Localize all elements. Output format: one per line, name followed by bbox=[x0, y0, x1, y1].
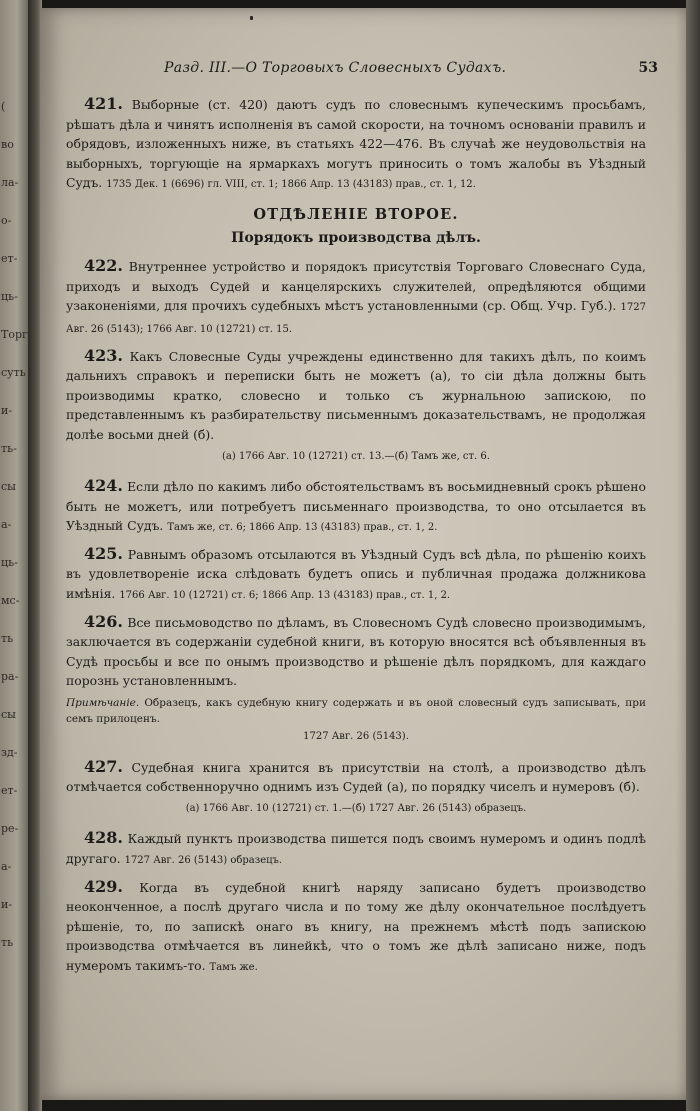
left-page-fragment: ть bbox=[1, 936, 14, 949]
left-page-fragment: сы bbox=[1, 480, 16, 493]
left-page-fragment: и- bbox=[1, 404, 13, 417]
article-text: Судебная книга хранится въ присутствіи на столѣ, а производство дѣлъ отмѣчается собственноручно однимъ изъ Судей (а), по порядку чиселъ и нумеровъ (б). bbox=[66, 759, 646, 795]
page-stack-edge bbox=[686, 0, 700, 1111]
left-page-fragment: ць- bbox=[1, 290, 18, 303]
left-page-fragment: а- bbox=[1, 518, 12, 531]
article-422 bbox=[66, 256, 646, 339]
article-text: Равнымъ образомъ отсылаются въ Уѣздный Судъ всѣ дѣла, по рѣшенію коихъ въ удовлетвореніе иска слѣдовать будетъ опись и публичная продажа должникова имѣнія. bbox=[66, 546, 646, 602]
page-body bbox=[66, 94, 646, 984]
book-page bbox=[40, 8, 686, 1100]
left-page-fragment: ет- bbox=[1, 252, 18, 265]
left-page-fragment: суть bbox=[1, 366, 26, 379]
article-text: Когда въ судебной книгѣ наряду записано будетъ производство неоконченное, а послѣ другаго числа и по тому же дѣлу окончательное послѣдуетъ рѣшеніе, то, по запискѣ онаго въ книгу, на прежнемъ мѣстѣ подъ запискою производства отмѣчается въ линейкѣ, что о томъ же дѣлѣ записано ниже, подъ нумеромъ такимъ-то. bbox=[66, 879, 646, 973]
article-number: 429. bbox=[84, 876, 123, 896]
article-source: 1727 Авг. 26 (5143) образецъ. bbox=[124, 855, 283, 866]
left-page-fragment: во bbox=[1, 138, 14, 151]
article-source: Тамъ же. bbox=[209, 961, 258, 973]
left-page-fragment: ре- bbox=[1, 822, 19, 835]
left-page-fragment: ть- bbox=[1, 442, 17, 455]
article-source: 1766 Авг. 10 (12721) ст. 6; 1866 Апр. 13 (43183) прав., ст. 1, 2. bbox=[119, 590, 451, 602]
article-425 bbox=[66, 544, 646, 606]
article-number: 425. bbox=[84, 543, 123, 563]
article-number: 421. bbox=[84, 94, 123, 113]
article-421 bbox=[66, 94, 646, 195]
left-page-fragment: ла- bbox=[1, 176, 19, 189]
article-number: 424. bbox=[84, 476, 123, 496]
article-429 bbox=[66, 877, 646, 978]
left-page-fragment: мс- bbox=[1, 594, 20, 607]
reference-423: (а) 1766 Авг. 10 (12721) ст. 13.—(б) Тамъ же, ст. 6. bbox=[222, 450, 490, 462]
article-text: Все письмоводство по дѣламъ, въ Словесномъ Судѣ словесно производимымъ, заключается въ содержаніи судебной книги, въ которую вносятся всѣ объявленныя въ Судѣ просьбы и все по онымъ производство и рѣшеніе дѣлъ порядкомъ, для каждаго порознь установленнымъ. bbox=[66, 614, 646, 689]
article-text: Выборные (ст. 420) даютъ судъ по словеснымъ купеческимъ просьбамъ, рѣшатъ дѣла и чинятъ исполненія въ самой скорости, на точномъ основаніи правилъ и обрядовъ, изложенныхъ ниже, въ статьяхъ 422—476. Въ случаѣ же неудовольствія на выборныхъ, торгующіе на ярмаркахъ могутъ приносить о томъ жалобы въ Уѣздный Судъ. bbox=[66, 97, 646, 191]
left-page-fragment: сы bbox=[1, 708, 16, 721]
left-page-fragment: ет- bbox=[1, 784, 18, 797]
left-page-fragment: ть bbox=[1, 632, 14, 645]
reference-427: (а) 1766 Авг. 10 (12721) ст. 1.—(б) 1727 Авг. 26 (5143) образецъ. bbox=[185, 802, 527, 814]
left-page-fragment: ра- bbox=[1, 670, 19, 683]
section-title: ОТДѢЛЕНІЕ ВТОРОЕ. bbox=[253, 205, 459, 223]
left-page-fragment: зд- bbox=[1, 746, 18, 759]
article-427 bbox=[66, 757, 646, 797]
article-number: 423. bbox=[84, 345, 123, 365]
article-428 bbox=[66, 828, 646, 870]
left-page-fragment: и- bbox=[1, 898, 13, 911]
article-text: Если дѣло по какимъ либо обстоятельствамъ въ восьмидневный срокъ рѣшено быть не можетъ, или потребуетъ письменнаго производства, то оно отсылается въ Уѣздный Судъ. bbox=[66, 479, 646, 534]
note bbox=[66, 695, 646, 727]
article-number: 428. bbox=[84, 828, 123, 848]
note-label: Примѣчаніе. bbox=[66, 697, 140, 710]
note-text: Образецъ, какъ судебную книгу содержать и въ оной словесный судъ записывать, при семъ прилоценъ. bbox=[66, 697, 647, 726]
article-source: Тамъ же, ст. 6; 1866 Апр. 13 (43183) прав., ст. 1, 2. bbox=[167, 522, 438, 534]
page-number: 53 bbox=[638, 60, 658, 76]
reference-426: 1727 Авг. 26 (5143). bbox=[303, 731, 409, 743]
left-page-fragment: о- bbox=[1, 214, 12, 227]
left-page-fragment: Торг bbox=[1, 328, 28, 341]
section-subtitle: Порядокъ производства дѣлъ. bbox=[231, 229, 481, 246]
article-423 bbox=[66, 346, 646, 445]
running-header bbox=[164, 60, 658, 82]
article-text: Каждый пунктъ производства пишется подъ своимъ нумеромъ и одинъ подлѣ другаго. bbox=[66, 831, 646, 866]
article-number: 422. bbox=[84, 256, 123, 276]
article-source: 1735 Дек. 1 (6696) гл. VIII, ст. 1; 1866 Апр. 13 (43183) прав., ст. 1, 12. bbox=[106, 179, 476, 191]
article-426 bbox=[66, 612, 646, 691]
article-number: 426. bbox=[84, 611, 123, 631]
article-number: 427. bbox=[84, 756, 123, 776]
left-page-fragment: а- bbox=[1, 860, 12, 873]
article-text: Внутреннее устройство и порядокъ присутствія Торговаго Словеснаго Суда, приходъ и выходъ Судей и канцелярскихъ служителей, опредѣляются общими узаконеніями, для прочихъ судебныхъ мѣстъ установленными (ср. Общ. Учр. Губ.). bbox=[66, 259, 646, 314]
left-page-fragment: ць- bbox=[1, 556, 18, 569]
article-text: Какъ Словесные Суды учреждены единственно для такихъ дѣлъ, по коимъ дальнихъ справокъ и переписки быть не можетъ (а), то сіи дѣла должны быть производимы кратко, словесно и только съ журнальною запискою, по представленнымъ къ разбирательству письменнымъ доказательствамъ, не продолжая долѣе восьми дней (б). bbox=[66, 348, 646, 442]
article-424 bbox=[66, 476, 646, 538]
header-title: Разд. III.—О Торговыхъ Словесныхъ Судахъ. bbox=[164, 60, 507, 76]
left-page-fragment: ( bbox=[1, 100, 6, 113]
left-page-edge bbox=[0, 0, 28, 1111]
article-source: 1727 Авг. 26 (5143); 1766 Авг. 10 (12721) ст. 15. bbox=[66, 302, 646, 335]
ink-spot bbox=[250, 16, 253, 20]
